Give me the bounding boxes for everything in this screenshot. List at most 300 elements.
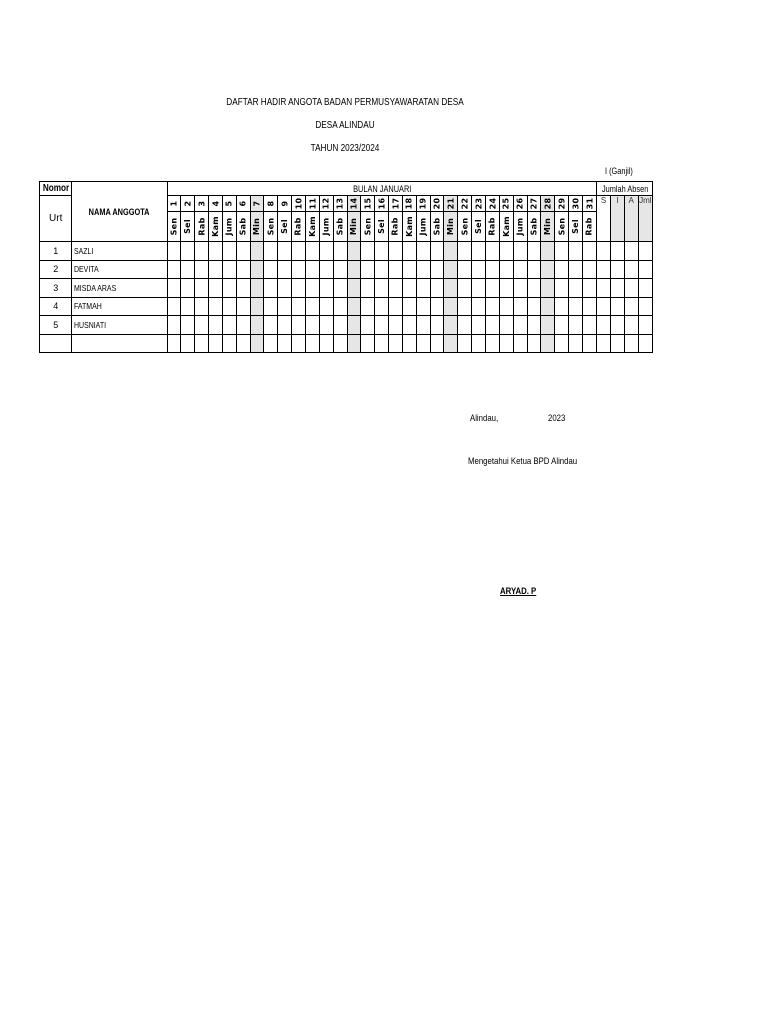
attendance-cell[interactable] xyxy=(209,279,223,298)
attendance-cell[interactable] xyxy=(416,279,430,298)
attendance-cell[interactable] xyxy=(236,260,250,279)
attendance-cell[interactable] xyxy=(458,279,472,298)
attendance-cell[interactable] xyxy=(485,260,499,279)
absen-count-cell[interactable] xyxy=(610,260,624,279)
attendance-cell[interactable] xyxy=(347,316,361,335)
attendance-cell[interactable] xyxy=(319,279,333,298)
attendance-cell[interactable] xyxy=(333,334,347,353)
attendance-cell[interactable] xyxy=(513,242,527,261)
member-row xyxy=(40,260,653,279)
attendance-cell[interactable] xyxy=(236,334,250,353)
day-number: 12 xyxy=(321,197,331,210)
bulan-label: BULAN JANUARI xyxy=(352,183,411,194)
attendance-cell[interactable] xyxy=(250,334,264,353)
attendance-cell[interactable] xyxy=(582,297,596,316)
attendance-cell[interactable] xyxy=(444,260,458,279)
attendance-cell[interactable] xyxy=(569,279,583,298)
attendance-cell[interactable] xyxy=(361,334,375,353)
attendance-cell[interactable] xyxy=(582,279,596,298)
absen-col-header xyxy=(597,196,611,242)
member-number: 3 xyxy=(40,279,72,298)
day-number: 31 xyxy=(584,197,594,210)
attendance-cell[interactable] xyxy=(444,316,458,335)
attendance-cell[interactable] xyxy=(430,334,444,353)
attendance-cell[interactable] xyxy=(264,316,278,335)
attendance-cell[interactable] xyxy=(333,297,347,316)
attendance-cell[interactable] xyxy=(195,279,209,298)
day-name: Sab xyxy=(432,217,442,236)
attendance-cell[interactable] xyxy=(555,297,569,316)
attendance-cell[interactable] xyxy=(485,334,499,353)
day-number: 5 xyxy=(224,200,234,207)
absen-col-header xyxy=(624,196,638,242)
attendance-cell[interactable] xyxy=(209,260,223,279)
attendance-cell[interactable] xyxy=(167,297,181,316)
attendance-cell[interactable] xyxy=(278,316,292,335)
attendance-cell[interactable] xyxy=(444,279,458,298)
attendance-cell[interactable] xyxy=(181,316,195,335)
absen-count-cell[interactable] xyxy=(597,334,611,353)
attendance-cell[interactable] xyxy=(513,334,527,353)
absen-count-cell[interactable] xyxy=(597,260,611,279)
member-name: SAZLI xyxy=(74,245,94,256)
absen-count-cell[interactable] xyxy=(610,242,624,261)
attendance-cell[interactable] xyxy=(292,279,306,298)
footer-acknowledged: Mengetahui Ketua BPD Alindau xyxy=(468,456,578,467)
day-name: Rab xyxy=(390,217,400,236)
day-name-cell xyxy=(236,212,250,242)
attendance-cell[interactable] xyxy=(361,297,375,316)
attendance-cell[interactable] xyxy=(569,334,583,353)
attendance-cell[interactable] xyxy=(569,260,583,279)
attendance-cell[interactable] xyxy=(389,334,403,353)
attendance-cell[interactable] xyxy=(416,297,430,316)
attendance-cell[interactable] xyxy=(569,242,583,261)
day-number: 1 xyxy=(169,200,179,207)
attendance-cell[interactable] xyxy=(250,242,264,261)
attendance-cell[interactable] xyxy=(555,316,569,335)
attendance-cell[interactable] xyxy=(236,279,250,298)
attendance-cell[interactable] xyxy=(264,279,278,298)
attendance-cell[interactable] xyxy=(513,297,527,316)
day-name-cell xyxy=(430,212,444,242)
attendance-cell[interactable] xyxy=(236,297,250,316)
attendance-cell[interactable] xyxy=(181,297,195,316)
attendance-cell[interactable] xyxy=(458,260,472,279)
attendance-cell[interactable] xyxy=(389,242,403,261)
attendance-cell[interactable] xyxy=(472,242,486,261)
day-number-cell xyxy=(167,196,181,212)
attendance-cell[interactable] xyxy=(389,260,403,279)
attendance-cell[interactable] xyxy=(195,242,209,261)
day-name: Sab xyxy=(238,217,248,236)
day-name-cell xyxy=(195,212,209,242)
attendance-cell[interactable] xyxy=(278,297,292,316)
attendance-cell[interactable] xyxy=(167,242,181,261)
attendance-cell[interactable] xyxy=(209,334,223,353)
absen-count-cell[interactable] xyxy=(624,279,638,298)
attendance-cell[interactable] xyxy=(527,260,541,279)
attendance-cell[interactable] xyxy=(499,279,513,298)
absen-count-cell[interactable] xyxy=(638,316,652,335)
absen-count-cell[interactable] xyxy=(597,316,611,335)
attendance-cell[interactable] xyxy=(375,334,389,353)
day-name-cell xyxy=(416,212,430,242)
attendance-cell[interactable] xyxy=(361,242,375,261)
day-name: Kam xyxy=(404,216,414,237)
day-name: Sen xyxy=(460,217,470,236)
attendance-cell[interactable] xyxy=(541,316,555,335)
attendance-cell[interactable] xyxy=(416,260,430,279)
day-number-cell xyxy=(209,196,223,212)
day-number: 26 xyxy=(515,197,525,210)
attendance-cell[interactable] xyxy=(444,297,458,316)
attendance-cell[interactable] xyxy=(485,279,499,298)
attendance-cell[interactable] xyxy=(278,334,292,353)
day-name: Jum xyxy=(321,217,331,236)
attendance-cell[interactable] xyxy=(389,297,403,316)
attendance-cell[interactable] xyxy=(389,316,403,335)
day-name: Rab xyxy=(584,217,594,236)
attendance-cell[interactable] xyxy=(416,316,430,335)
attendance-cell[interactable] xyxy=(485,297,499,316)
nomor-label: Nomor xyxy=(42,183,70,194)
day-number: 30 xyxy=(570,197,580,210)
attendance-cell[interactable] xyxy=(444,242,458,261)
member-name-cell xyxy=(72,242,167,261)
day-number: 14 xyxy=(349,197,359,210)
day-name-cell xyxy=(402,212,416,242)
attendance-cell[interactable] xyxy=(361,279,375,298)
absen-count-cell[interactable] xyxy=(638,297,652,316)
day-number-cell xyxy=(333,196,347,212)
attendance-cell[interactable] xyxy=(181,242,195,261)
attendance-cell[interactable] xyxy=(472,260,486,279)
member-row xyxy=(40,242,653,261)
attendance-cell[interactable] xyxy=(527,297,541,316)
nama-anggota-label: NAMA ANGGOTA xyxy=(89,206,150,217)
attendance-cell[interactable] xyxy=(375,242,389,261)
attendance-cell[interactable] xyxy=(430,242,444,261)
day-name: Sel xyxy=(280,219,290,234)
attendance-cell[interactable] xyxy=(319,297,333,316)
attendance-cell[interactable] xyxy=(555,260,569,279)
attendance-cell[interactable] xyxy=(472,297,486,316)
attendance-cell[interactable] xyxy=(250,316,264,335)
day-number-cell xyxy=(347,196,361,212)
attendance-cell[interactable] xyxy=(222,242,236,261)
attendance-cell[interactable] xyxy=(402,334,416,353)
attendance-cell[interactable] xyxy=(306,242,320,261)
attendance-cell[interactable] xyxy=(402,279,416,298)
day-name-cell xyxy=(333,212,347,242)
attendance-cell[interactable] xyxy=(527,242,541,261)
absen-count-cell[interactable] xyxy=(597,297,611,316)
day-name: Sel xyxy=(377,219,387,234)
title-line-1: DAFTAR HADIR ANGOTA BADAN PERMUSYAWARATAN DESA xyxy=(226,97,464,108)
attendance-cell[interactable] xyxy=(195,334,209,353)
attendance-cell[interactable] xyxy=(430,297,444,316)
attendance-cell[interactable] xyxy=(472,334,486,353)
attendance-cell[interactable] xyxy=(195,316,209,335)
day-number-cell xyxy=(485,196,499,212)
attendance-cell[interactable] xyxy=(222,334,236,353)
day-number: 27 xyxy=(529,197,539,210)
day-name-cell xyxy=(361,212,375,242)
attendance-cell[interactable] xyxy=(347,297,361,316)
absen-count-cell[interactable] xyxy=(638,242,652,261)
jumlah-absen-label: Jumlah Absen xyxy=(602,183,649,194)
day-name: Rab xyxy=(197,217,207,236)
day-name-cell xyxy=(347,212,361,242)
attendance-cell[interactable] xyxy=(347,279,361,298)
absen-label: A xyxy=(628,196,634,205)
footer-place: Alindau, xyxy=(470,413,499,424)
attendance-cell[interactable] xyxy=(222,279,236,298)
day-number-cell xyxy=(236,196,250,212)
day-name-cell xyxy=(292,212,306,242)
attendance-cell[interactable] xyxy=(513,316,527,335)
day-name: Sen xyxy=(363,217,373,236)
attendance-cell[interactable] xyxy=(458,316,472,335)
day-name-cell xyxy=(569,212,583,242)
attendance-cell[interactable] xyxy=(306,260,320,279)
attendance-cell[interactable] xyxy=(472,279,486,298)
day-number: 7 xyxy=(252,200,262,207)
attendance-cell[interactable] xyxy=(361,316,375,335)
attendance-cell[interactable] xyxy=(347,334,361,353)
attendance-cell[interactable] xyxy=(485,316,499,335)
attendance-cell[interactable] xyxy=(527,316,541,335)
absen-count-cell[interactable] xyxy=(624,334,638,353)
member-name-cell xyxy=(72,334,167,353)
absen-count-cell[interactable] xyxy=(638,334,652,353)
day-number: 11 xyxy=(307,197,317,210)
day-number-cell xyxy=(569,196,583,212)
absen-count-cell[interactable] xyxy=(597,279,611,298)
attendance-cell[interactable] xyxy=(513,279,527,298)
attendance-cell[interactable] xyxy=(430,279,444,298)
day-name-cell xyxy=(389,212,403,242)
attendance-cell[interactable] xyxy=(430,316,444,335)
day-name: Sel xyxy=(183,219,193,234)
day-name: Rab xyxy=(294,217,304,236)
absen-label: S xyxy=(600,196,607,205)
attendance-cell[interactable] xyxy=(236,242,250,261)
day-name: Sen xyxy=(557,217,567,236)
attendance-cell[interactable] xyxy=(306,316,320,335)
attendance-cell[interactable] xyxy=(333,279,347,298)
member-number: 1 xyxy=(40,242,72,261)
attendance-cell[interactable] xyxy=(499,260,513,279)
attendance-cell[interactable] xyxy=(582,260,596,279)
absen-count-cell[interactable] xyxy=(610,279,624,298)
attendance-cell[interactable] xyxy=(264,242,278,261)
attendance-cell[interactable] xyxy=(195,297,209,316)
attendance-cell[interactable] xyxy=(167,260,181,279)
absen-count-cell[interactable] xyxy=(638,279,652,298)
day-number: 8 xyxy=(266,200,276,207)
attendance-cell[interactable] xyxy=(416,242,430,261)
day-number: 22 xyxy=(460,197,470,210)
day-name-cell xyxy=(167,212,181,242)
attendance-cell[interactable] xyxy=(582,334,596,353)
attendance-cell[interactable] xyxy=(236,316,250,335)
attendance-cell[interactable] xyxy=(333,242,347,261)
attendance-cell[interactable] xyxy=(278,242,292,261)
attendance-cell[interactable] xyxy=(195,260,209,279)
absen-col-header xyxy=(638,196,652,242)
attendance-cell[interactable] xyxy=(306,297,320,316)
day-number: 18 xyxy=(404,197,414,210)
attendance-cell[interactable] xyxy=(167,316,181,335)
attendance-cell[interactable] xyxy=(167,334,181,353)
attendance-cell[interactable] xyxy=(389,279,403,298)
attendance-cell[interactable] xyxy=(292,334,306,353)
absen-count-cell[interactable] xyxy=(624,260,638,279)
attendance-cell[interactable] xyxy=(375,316,389,335)
absen-count-cell[interactable] xyxy=(624,242,638,261)
attendance-cell[interactable] xyxy=(250,260,264,279)
attendance-cell[interactable] xyxy=(555,242,569,261)
attendance-cell[interactable] xyxy=(209,242,223,261)
attendance-cell[interactable] xyxy=(209,316,223,335)
attendance-cell[interactable] xyxy=(513,260,527,279)
attendance-cell[interactable] xyxy=(375,260,389,279)
attendance-cell[interactable] xyxy=(278,279,292,298)
attendance-cell[interactable] xyxy=(527,279,541,298)
attendance-cell[interactable] xyxy=(250,279,264,298)
attendance-cell[interactable] xyxy=(402,242,416,261)
attendance-cell[interactable] xyxy=(444,334,458,353)
attendance-cell[interactable] xyxy=(222,260,236,279)
attendance-cell[interactable] xyxy=(264,260,278,279)
attendance-cell[interactable] xyxy=(375,279,389,298)
attendance-cell[interactable] xyxy=(458,334,472,353)
absen-count-cell[interactable] xyxy=(624,297,638,316)
attendance-cell[interactable] xyxy=(181,260,195,279)
attendance-cell[interactable] xyxy=(264,297,278,316)
absen-count-cell[interactable] xyxy=(610,316,624,335)
attendance-cell[interactable] xyxy=(541,279,555,298)
day-name-cell xyxy=(527,212,541,242)
day-number-cell xyxy=(416,196,430,212)
attendance-cell[interactable] xyxy=(541,260,555,279)
member-name: HUSNIATI xyxy=(74,319,107,330)
attendance-cell[interactable] xyxy=(167,279,181,298)
attendance-cell[interactable] xyxy=(472,316,486,335)
attendance-cell[interactable] xyxy=(222,316,236,335)
day-name: Min xyxy=(349,217,359,236)
attendance-cell[interactable] xyxy=(555,279,569,298)
attendance-cell[interactable] xyxy=(402,260,416,279)
attendance-cell[interactable] xyxy=(458,242,472,261)
attendance-cell[interactable] xyxy=(292,260,306,279)
absen-count-cell[interactable] xyxy=(624,316,638,335)
attendance-cell[interactable] xyxy=(278,260,292,279)
attendance-cell[interactable] xyxy=(319,334,333,353)
attendance-cell[interactable] xyxy=(306,334,320,353)
attendance-cell[interactable] xyxy=(485,242,499,261)
attendance-cell[interactable] xyxy=(402,316,416,335)
attendance-cell[interactable] xyxy=(264,334,278,353)
attendance-cell[interactable] xyxy=(361,260,375,279)
footer-year: 2023 xyxy=(548,413,566,424)
attendance-cell[interactable] xyxy=(499,297,513,316)
absen-count-cell[interactable] xyxy=(638,260,652,279)
attendance-cell[interactable] xyxy=(319,316,333,335)
title-line-3: TAHUN 2023/2024 xyxy=(310,143,380,154)
absen-count-cell[interactable] xyxy=(610,334,624,353)
attendance-cell[interactable] xyxy=(569,297,583,316)
day-number-cell xyxy=(472,196,486,212)
attendance-cell[interactable] xyxy=(209,297,223,316)
day-name-cell xyxy=(181,212,195,242)
nama-header xyxy=(72,182,167,242)
day-name-cell xyxy=(250,212,264,242)
attendance-cell[interactable] xyxy=(416,334,430,353)
attendance-cell[interactable] xyxy=(527,334,541,353)
attendance-cell[interactable] xyxy=(541,242,555,261)
absen-count-cell[interactable] xyxy=(610,297,624,316)
attendance-cell[interactable] xyxy=(292,316,306,335)
day-number-cell xyxy=(444,196,458,212)
attendance-cell[interactable] xyxy=(181,334,195,353)
day-name: Sen xyxy=(266,217,276,236)
attendance-cell[interactable] xyxy=(333,260,347,279)
attendance-cell[interactable] xyxy=(582,316,596,335)
day-number: 6 xyxy=(238,200,248,207)
urt-label: Urt xyxy=(49,213,63,224)
day-number-cell xyxy=(499,196,513,212)
attendance-cell[interactable] xyxy=(430,260,444,279)
attendance-cell[interactable] xyxy=(250,297,264,316)
day-number: 24 xyxy=(487,197,497,210)
day-name: Min xyxy=(446,217,456,236)
attendance-cell[interactable] xyxy=(402,297,416,316)
attendance-cell[interactable] xyxy=(333,316,347,335)
attendance-cell[interactable] xyxy=(555,334,569,353)
attendance-cell[interactable] xyxy=(541,297,555,316)
day-number: 16 xyxy=(377,197,387,210)
attendance-cell[interactable] xyxy=(499,316,513,335)
attendance-cell[interactable] xyxy=(306,279,320,298)
day-name-cell xyxy=(222,212,236,242)
day-number-cell xyxy=(458,196,472,212)
attendance-cell[interactable] xyxy=(347,242,361,261)
attendance-cell[interactable] xyxy=(319,242,333,261)
attendance-cell[interactable] xyxy=(181,279,195,298)
attendance-cell[interactable] xyxy=(319,260,333,279)
attendance-cell[interactable] xyxy=(292,297,306,316)
attendance-cell[interactable] xyxy=(375,297,389,316)
day-number: 9 xyxy=(280,200,290,207)
attendance-cell[interactable] xyxy=(222,297,236,316)
member-name-cell xyxy=(72,316,167,335)
day-name-cell xyxy=(485,212,499,242)
day-name-cell xyxy=(209,212,223,242)
attendance-cell[interactable] xyxy=(292,242,306,261)
attendance-cell[interactable] xyxy=(582,242,596,261)
attendance-cell[interactable] xyxy=(499,242,513,261)
absen-count-cell[interactable] xyxy=(597,242,611,261)
attendance-cell[interactable] xyxy=(347,260,361,279)
member-name-cell xyxy=(72,297,167,316)
attendance-cell[interactable] xyxy=(569,316,583,335)
attendance-cell[interactable] xyxy=(499,334,513,353)
attendance-cell[interactable] xyxy=(541,334,555,353)
attendance-cell[interactable] xyxy=(458,297,472,316)
